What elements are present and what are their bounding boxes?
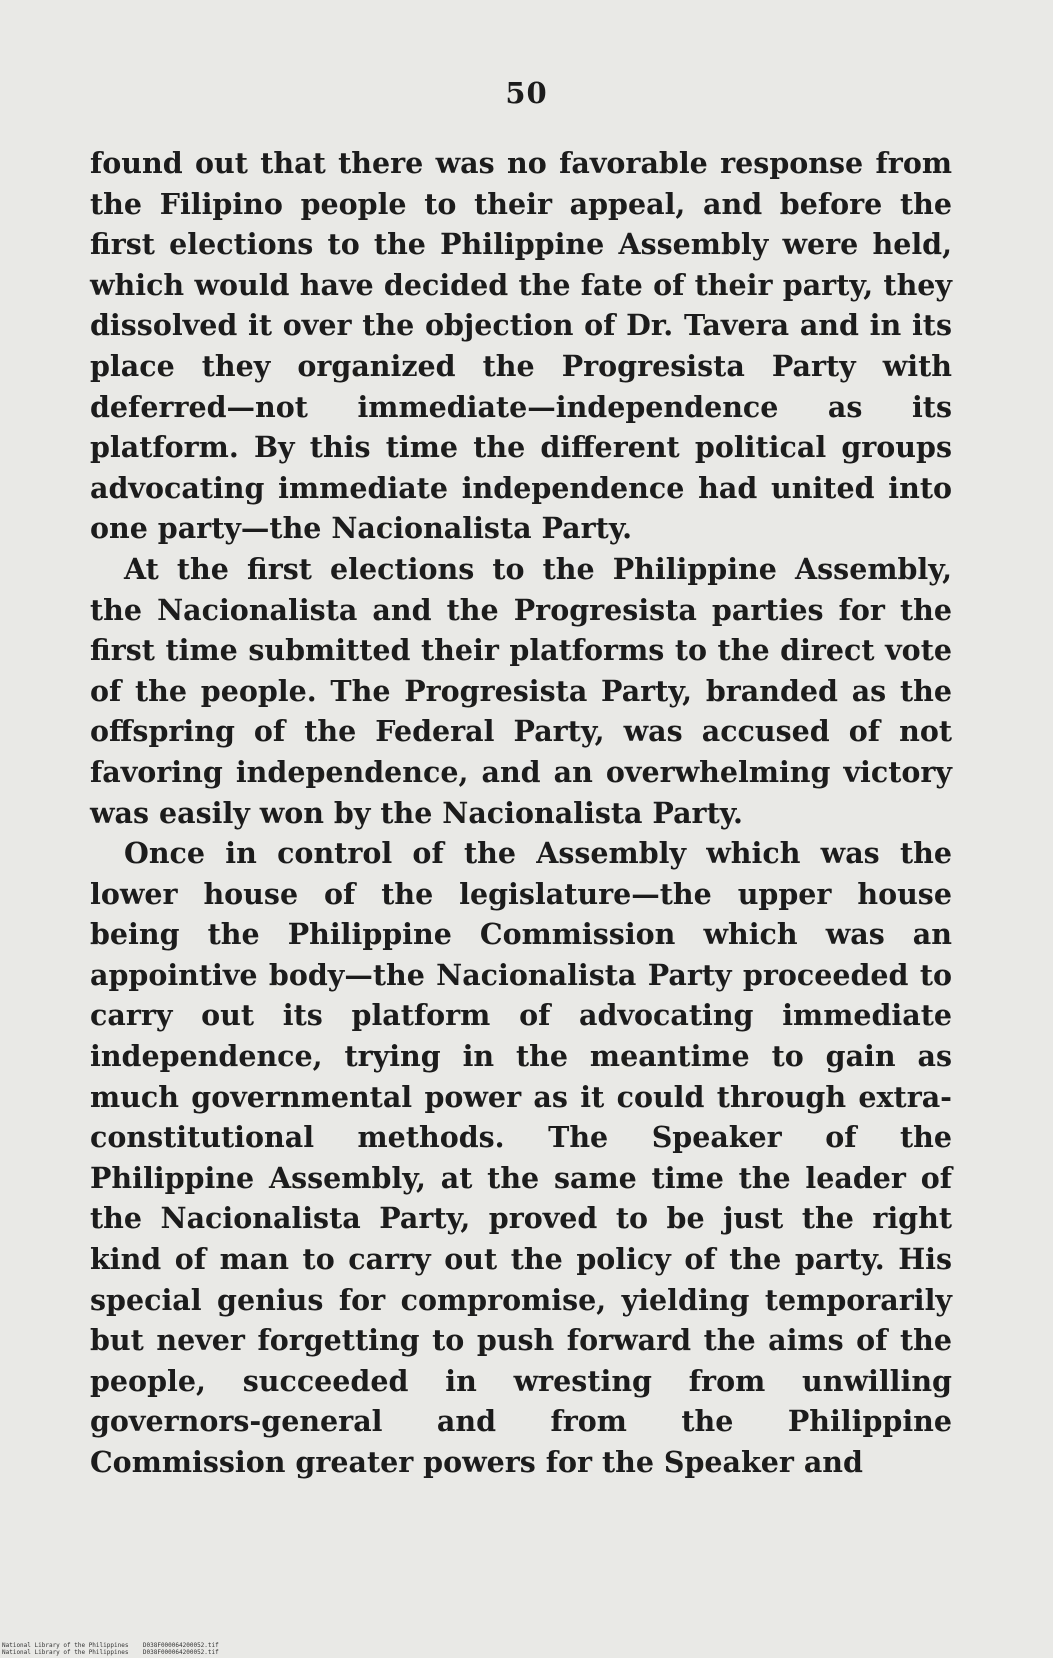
- paragraph-3: Once in control of the Assembly which was the lower house of the legislature—the upper house being the Philippine Commission which was an appointive body—the Nacionalista Party proceeded to carry out its platform of advocating immediate independence, trying in the meantime to gain as much governmental power as it could through extra-constitutional methods. The Speaker of the Philippine Assembly, at the same time the leader of the Nacionalista Party, proved to be just the right kind of man to carry out the policy of the party. His special genius for compromise, yielding temporarily but never forgetting to push forward the aims of the people, succeeded in wresting from unwilling governors-general and from the Philippine Commission greater powers for the Speaker and: [90, 836, 952, 1479]
- paragraph-1: found out that there was no favorable response from the Filipino people to their appeal, and before the first elections to the Philippine Assembly were held, which would have decided the fate of their party, they dissolved it over the objection of Dr. Tavera and in its place they organized the Progresista Party with deferred—not immediate—independence as its platform. By this time the different political groups advocating immediate independence had united into one party—the Nacionalista Party.: [90, 146, 952, 546]
- paragraph-2: At the first elections to the Philippine Assembly, the Nacionalista and the Progresista parties for the first time submitted their platforms to the direct vote of the people. The Progresista Party, branded as the offspring of the Federal Party, was accused of not favoring independence, and an overwhelming victory was easily won by the Nacionalista Party.: [90, 551, 952, 830]
- page-number: 50: [505, 76, 548, 110]
- body-text: [90, 143, 952, 1483]
- footer-line-1: National Library of the Philippines D038F000064200052.tif: [2, 1642, 219, 1649]
- footer-line-2: National Library of the Philippines D038F000064200052.tif: [2, 1649, 219, 1656]
- scan-footer: [2, 1642, 219, 1656]
